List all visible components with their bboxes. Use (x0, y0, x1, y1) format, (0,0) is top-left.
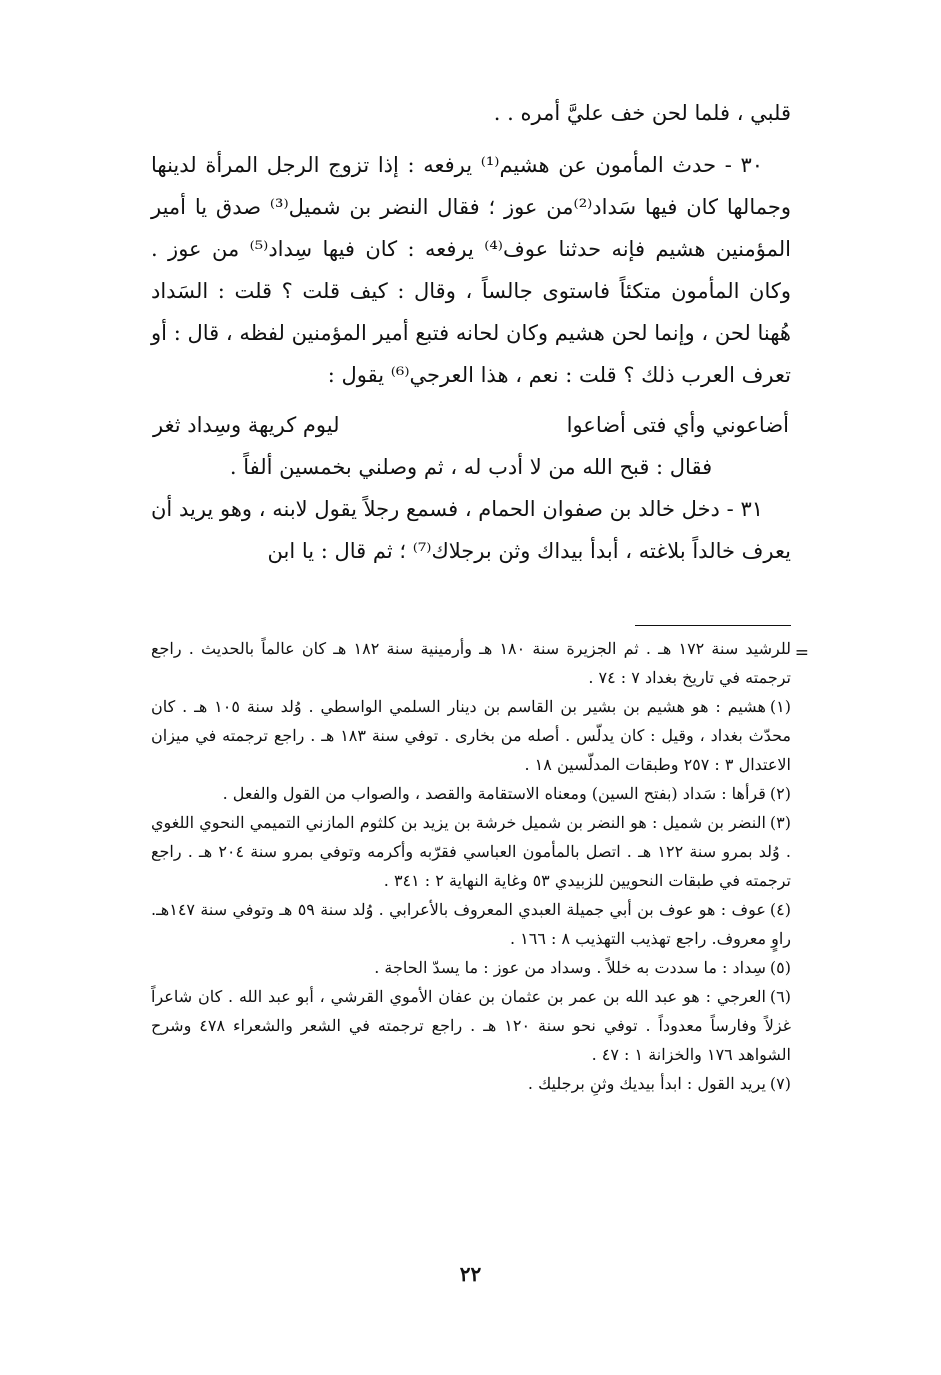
footnote-separator-rule (635, 625, 791, 626)
opening-line: قلبي ، فلما لحن خف عليَّ أمره . . (493, 101, 791, 125)
footnote-text: سِداد : ما سددت به خللاً . وسداد من عوز : ما يسدّ الحاجة . (374, 958, 766, 977)
footnote-5 (151, 953, 791, 982)
footnote-number: (٤) (769, 900, 791, 919)
verse-aftermath: فقال : قبح الله من لا أدب له ، ثم وصلني بخمسين ألفاً . (229, 455, 713, 479)
paragraph-31: ٣١ - دخل خالد بن صفوان الحمام ، فسمع رجلاً يقول لابنه ، وهو يريد أن يعرف خالداً بلاغته ، أبدأ بيداك وثن برجلاك⁽⁷⁾ ؛ ثم قال : يا ابن (151, 497, 791, 563)
footnote-text: النضر بن شميل : هو النضر بن شميل خرشة بن يزيد بن كلثوم المازني التميمي النحوي اللغوي . وُلد بمرو سنة ١٢٢ هـ . اتصل بالمأمون العباسي فقرّبه وأكرمه وتوفي بمرو سنة ٢٠٤ هـ . راجع ترجمته في طبقات النحويين للزبيدي ٥٣ وغاية النهاية ٢ : ٣٤١ . (151, 813, 792, 890)
verse-first-hemistich: أضاعوني وأي فتى أضاعوا (566, 413, 789, 437)
footnote-text: العرجي : هو عبد الله بن عمر بن عثمان بن عفان الأموي القرشي ، أبو عبد الله . كان شاعراً غزلاً وفارساً معدوداً . توفي نحو سنة ١٢٠ هـ . راجع ترجمته في الشعر والشعراء ٤٧٨ وشرح الشواهد ١٧٦ والخزانة ١ : ٤٧ . (151, 987, 792, 1064)
main-text (151, 92, 791, 572)
page-number: ٢٢ (459, 1262, 482, 1286)
footnote-3 (151, 808, 791, 895)
footnote-continuation: للرشيد سنة ١٧٢ هـ . ثم الجزيرة سنة ١٨٠ هـ وأرمينية سنة ١٨٢ هـ كان عالماً بالحديث . راجع ترجمته في تاريخ بغداد ٧ : ٧٤ . (151, 639, 792, 687)
footnote-text: يريد القول : ابدأ بيديك وثنِ برجليك . (527, 1074, 766, 1093)
footnote-2 (151, 779, 791, 808)
footnote-number: (٢) (769, 784, 791, 803)
footnote-7 (151, 1069, 791, 1098)
footnote-4 (151, 895, 791, 953)
footnote-number: (٣) (769, 813, 791, 832)
footnote-6 (151, 982, 791, 1069)
footnotes (151, 634, 791, 1098)
footnote-number: (٦) (769, 987, 791, 1006)
verse-second-hemistich: ليوم كريهة وسِداد ثغر (153, 413, 340, 437)
footnote-number: (٥) (769, 958, 791, 977)
footnote-continuation-mark: = (794, 643, 809, 663)
footnote-text: هشيم : هو هشيم بن بشير بن القاسم بن دينار السلمي الواسطي . وُلد سنة ١٠٥ هـ . كان محدّث بغداد ، وقيل : كان يدلّس . أصله من بخارى . توفي سنة ١٨٣ هـ . راجع ترجمته في ميزان الاعتدال ٣ : ٢٥٧ وطبقات المدلّسين ١٨ . (151, 697, 791, 774)
footnote-1 (151, 692, 791, 779)
poem-verse (151, 404, 791, 446)
footnote-text: قرأها : سَداد (بفتح السين) ومعناه الاستقامة والقصد ، والصواب من القول والفعل . (222, 784, 766, 803)
paragraph-30: ٣٠ - حدث المأمون عن هشيم⁽¹⁾ يرفعه : إذا تزوج الرجل المرأة لدينها وجمالها كان فيها سَداد⁽²⁾من عوز ؛ فقال النضر بن شميل⁽³⁾ صدق يا أمير المؤمنين هشيم فإنه حدثنا عوف⁽⁴⁾ يرفعه : كان فيها سِداد⁽⁵⁾ من عوز . وكان المأمون متكئاً فاستوى جالساً ، وقال : كيف قلت ؟ قلت : السَداد هُهنا لحن ، وإنما لحن هشيم وكان لحانه فتبع أمير المؤمنين لفظه ، قال : أو تعرف العرب ذلك ؟ قلت : نعم ، هذا العرجي⁽⁶⁾ يقول : (151, 153, 791, 387)
footnote-text: عوف : هو عوف بن أبي جميلة العبدي المعروف بالأعرابي . وُلد سنة ٥٩ هـ وتوفي سنة ١٤٧هـ. راوٍ معروف. راجع تهذيب التهذيب ٨ : ١٦٦ . (151, 900, 791, 948)
footnote-number: (١) (769, 697, 791, 716)
footnote-number: (٧) (769, 1074, 791, 1093)
paragraph-gap (151, 134, 791, 144)
